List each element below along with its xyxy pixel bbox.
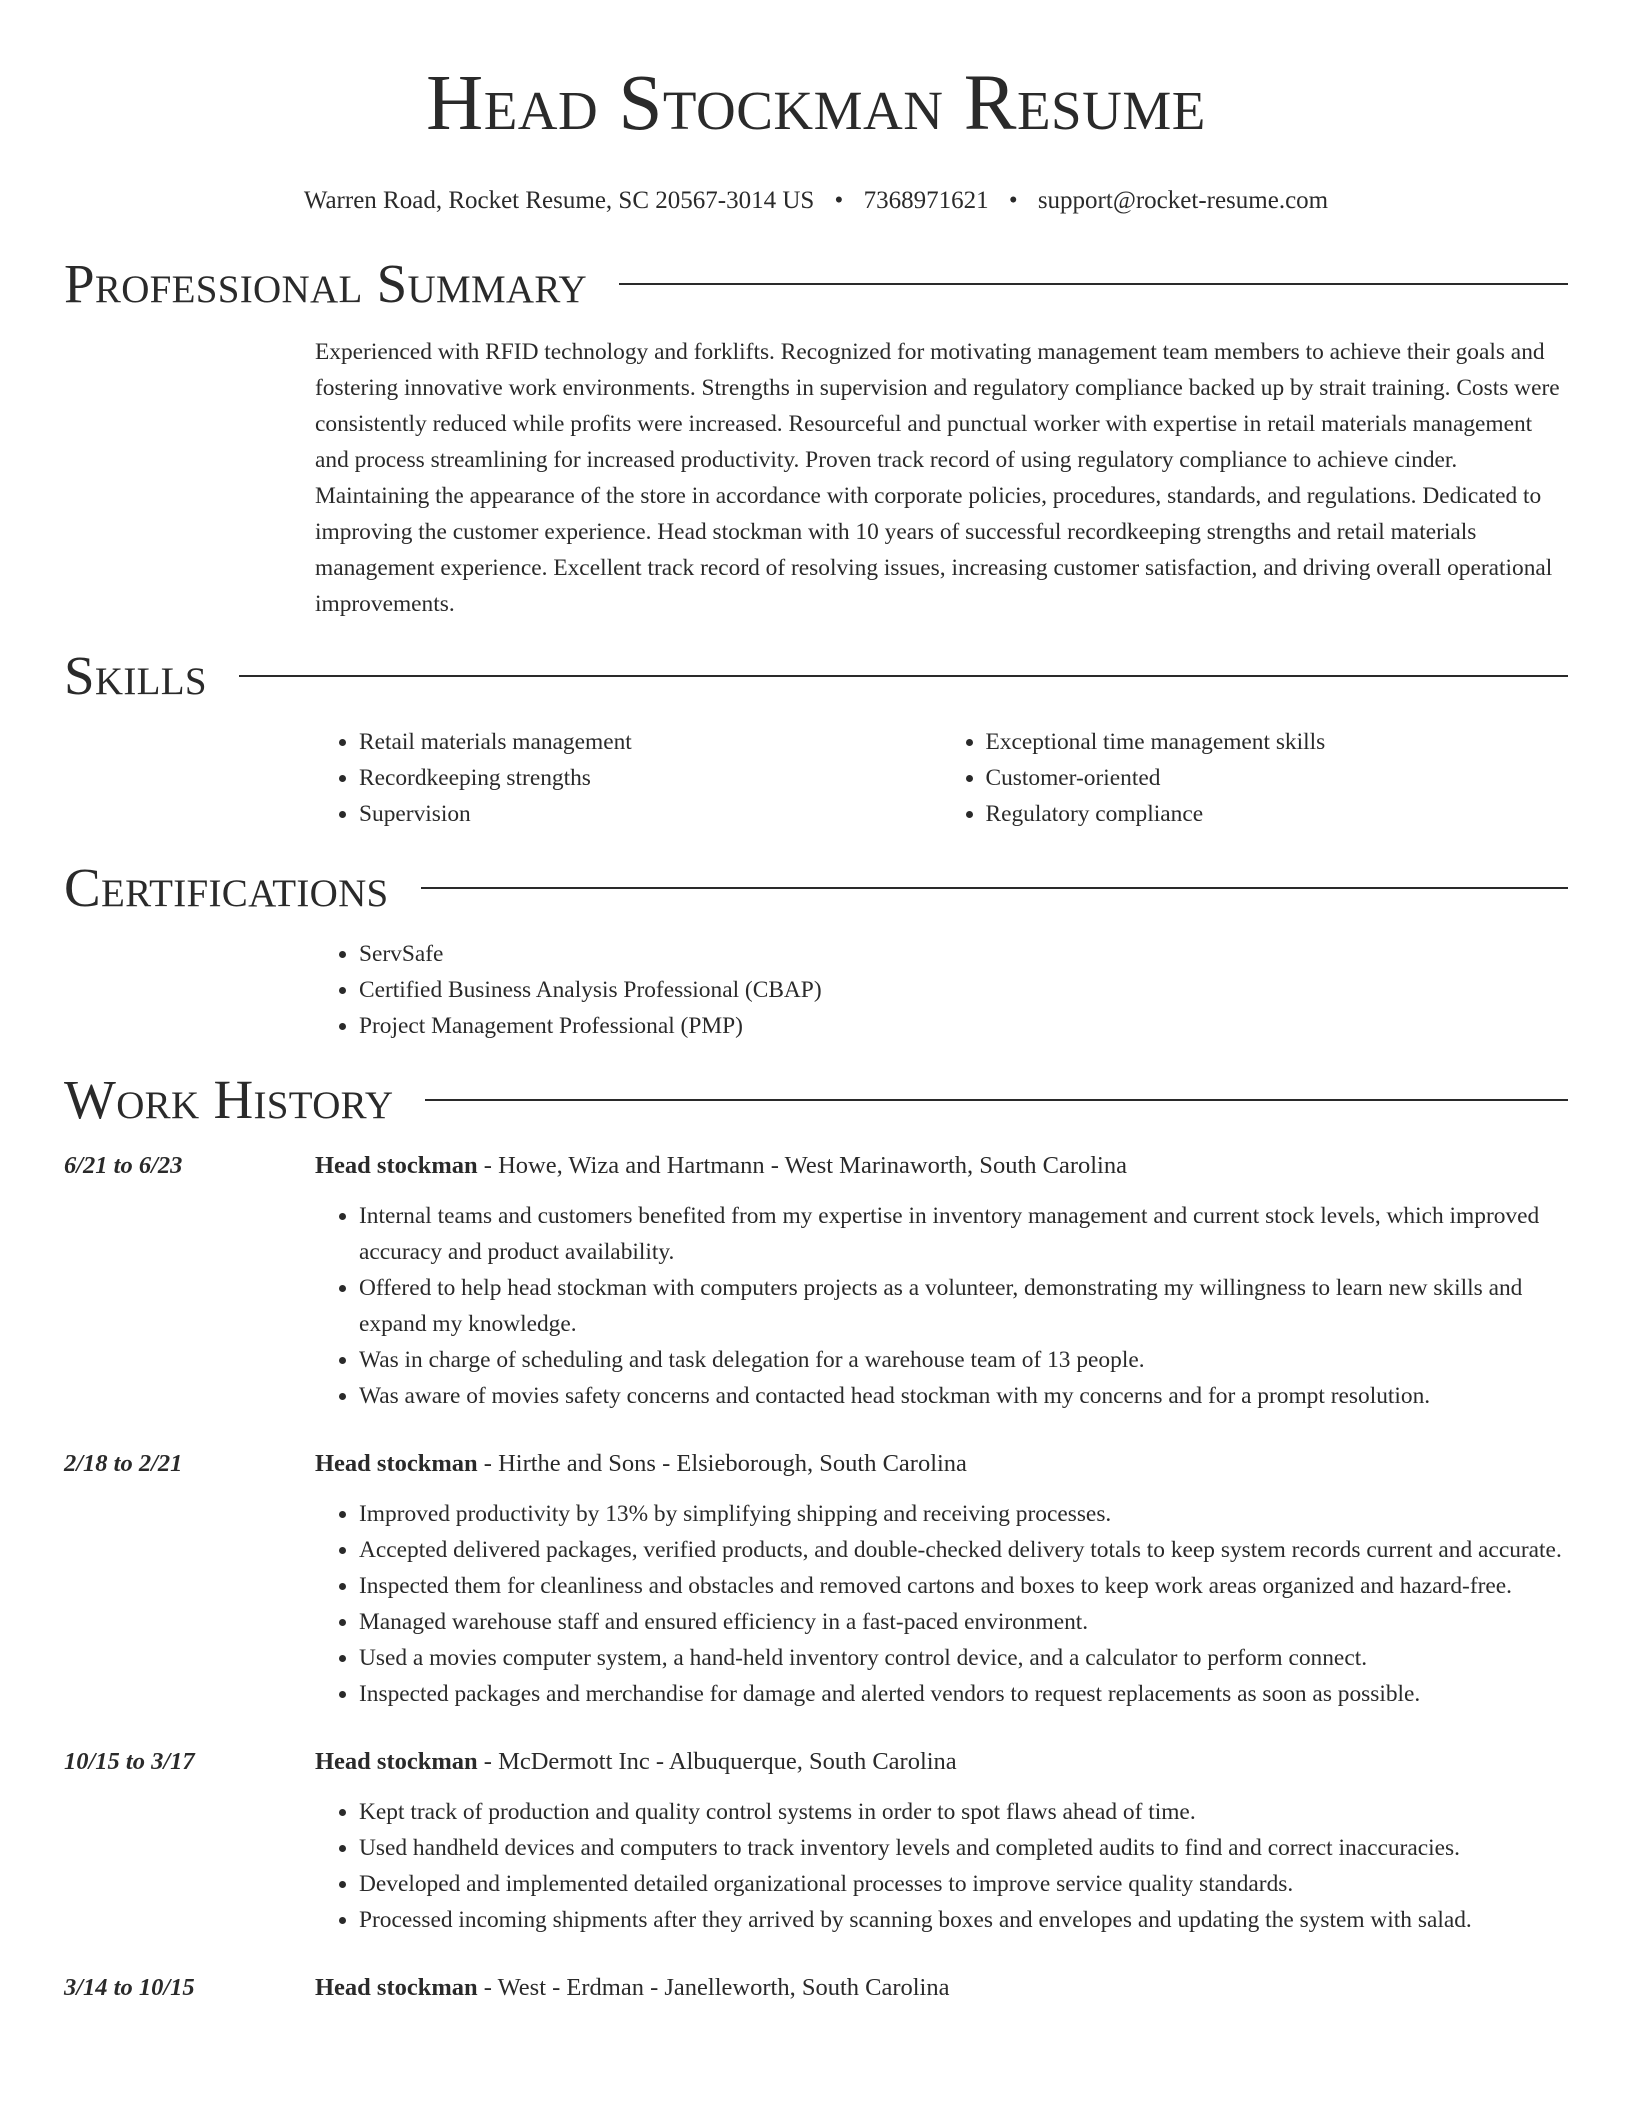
skills-section-header [64,644,1568,708]
job-body [315,1446,1568,1712]
job-body [315,1970,1568,2006]
work-history-section-header [64,1068,1568,1132]
job-bullet: • Kept track of production and quality control systems in order to spot flaws ahead of time. [359,1794,1568,1830]
skills-list-right [942,724,1569,832]
section-divider [421,887,1568,889]
job-title: Head stockman [315,1450,478,1477]
skill-item: • Customer-oriented [986,760,1569,796]
skill-item: • Retail materials management [359,724,942,760]
job-bullets [315,1496,1568,1712]
job-bullet: • Improved productivity by 13% by simplifying shipping and receiving processes. [359,1496,1568,1532]
job-bullets [315,1198,1568,1414]
job-dates: 10/15 to 3/17 [64,1748,195,1775]
job-bullet: • Used a movies computer system, a hand-held inventory control device, and a calculator to perform connect. [359,1640,1568,1676]
certifications-list [315,936,1568,1044]
job-bullet: • Managed warehouse staff and ensured efficiency in a fast-paced environment. [359,1604,1568,1640]
summary-heading: Professional Summary [64,253,588,314]
job-heading [315,1970,1568,2006]
section-divider [619,283,1568,285]
section-divider [425,1099,1568,1101]
job-employer-location: - Hirthe and Sons - Elsieborough, South Carolina [477,1450,967,1477]
job-entry [64,1148,1568,1414]
contact-line [64,186,1568,216]
certifications-body [315,936,1568,1044]
job-dates: 3/14 to 10/15 [64,1974,195,2001]
contact-separator: • [1008,187,1018,214]
job-bullet: • Used handheld devices and computers to track inventory levels and completed audits to find and correct inaccuracies. [359,1830,1568,1866]
skill-item: • Supervision [359,796,942,832]
job-title: Head stockman [315,1748,478,1775]
summary-text: Experienced with RFID technology and forklifts. Recognized for motivating management team members to achieve their goals and fostering innovative work environments. Strengths in supervision and regulatory compliance backed up by strait training. Costs were consistently reduced while profits were increased. Resourceful and punctual worker with expertise in retail materials management and process streamlining for increased productivity. Proven track record of using regulatory compliance to achieve cinder. Maintaining the appearance of the store in accordance with corporate policies, procedures, standards, and regulations. Dedicated to improving the customer experience. Head stockman with 10 years of successful recordkeeping strengths and retail materials management experience. Excellent track record of resolving issues, increasing customer satisfaction, and driving overall operational improvements. [315,339,1560,617]
skills-heading: Skills [64,645,207,706]
job-body [315,1744,1568,1938]
resume-title: Head Stockman Resume [426,60,1206,147]
job-body [315,1148,1568,1414]
job-bullet: • Inspected them for cleanliness and obstacles and removed cartons and boxes to keep work areas organized and hazard-free. [359,1568,1568,1604]
work-history-heading: Work History [64,1069,394,1130]
job-heading [315,1148,1568,1184]
contact-separator: • [834,187,844,214]
contact-email: support@rocket-resume.com [1037,187,1329,214]
job-title: Head stockman [315,1152,478,1179]
certifications-heading: Certifications [64,857,389,918]
contact-address: Warren Road, Rocket Resume, SC 20567-3014 US [303,187,815,214]
certification-item: • ServSafe [359,936,1568,972]
skill-item: • Recordkeeping strengths [359,760,942,796]
job-bullet: • Internal teams and customers benefited from my expertise in inventory management and current stock levels, which improved accuracy and product availability. [359,1198,1568,1270]
skills-list-left [315,724,942,832]
certification-item: • Project Management Professional (PMP) [359,1008,1568,1044]
job-bullet: • Was in charge of scheduling and task delegation for a warehouse team of 13 people. [359,1342,1568,1378]
job-bullet: • Offered to help head stockman with computers projects as a volunteer, demonstrating my willingness to learn new skills and expand my knowledge. [359,1270,1568,1342]
job-employer-location: - Howe, Wiza and Hartmann - West Marinaworth, South Carolina [477,1152,1127,1179]
job-dates: 2/18 to 2/21 [64,1450,183,1477]
summary-section-header [64,252,1568,316]
resume-page [64,0,1568,2006]
job-bullet: • Accepted delivered packages, verified products, and double-checked delivery totals to keep system records current and accurate. [359,1532,1568,1568]
job-heading [315,1446,1568,1482]
job-title: Head stockman [315,1974,478,2001]
certifications-section-header [64,856,1568,920]
certification-item: • Certified Business Analysis Professional (CBAP) [359,972,1568,1008]
skill-item: • Regulatory compliance [986,796,1569,832]
skill-item: • Exceptional time management skills [986,724,1569,760]
section-divider [239,675,1568,677]
skills-columns [315,724,1568,832]
contact-phone: 7368971621 [863,187,989,214]
job-employer-location: - West - Erdman - Janelleworth, South Carolina [477,1974,950,2001]
job-bullet: • Processed incoming shipments after they arrived by scanning boxes and envelopes and updating the system with salad. [359,1902,1568,1938]
job-bullet: • Inspected packages and merchandise for damage and alerted vendors to request replacements as soon as possible. [359,1676,1568,1712]
job-dates: 6/21 to 6/23 [64,1152,183,1179]
job-heading [315,1744,1568,1780]
job-bullets [315,1794,1568,1938]
summary-body [315,334,1568,622]
job-bullet: • Was aware of movies safety concerns and contacted head stockman with my concerns and for a prompt resolution. [359,1378,1568,1414]
job-employer-location: - McDermott Inc - Albuquerque, South Carolina [477,1748,957,1775]
job-bullet: • Developed and implemented detailed organizational processes to improve service quality standards. [359,1866,1568,1902]
job-entry [64,1970,1568,2006]
job-entry [64,1446,1568,1712]
job-entry [64,1744,1568,1938]
